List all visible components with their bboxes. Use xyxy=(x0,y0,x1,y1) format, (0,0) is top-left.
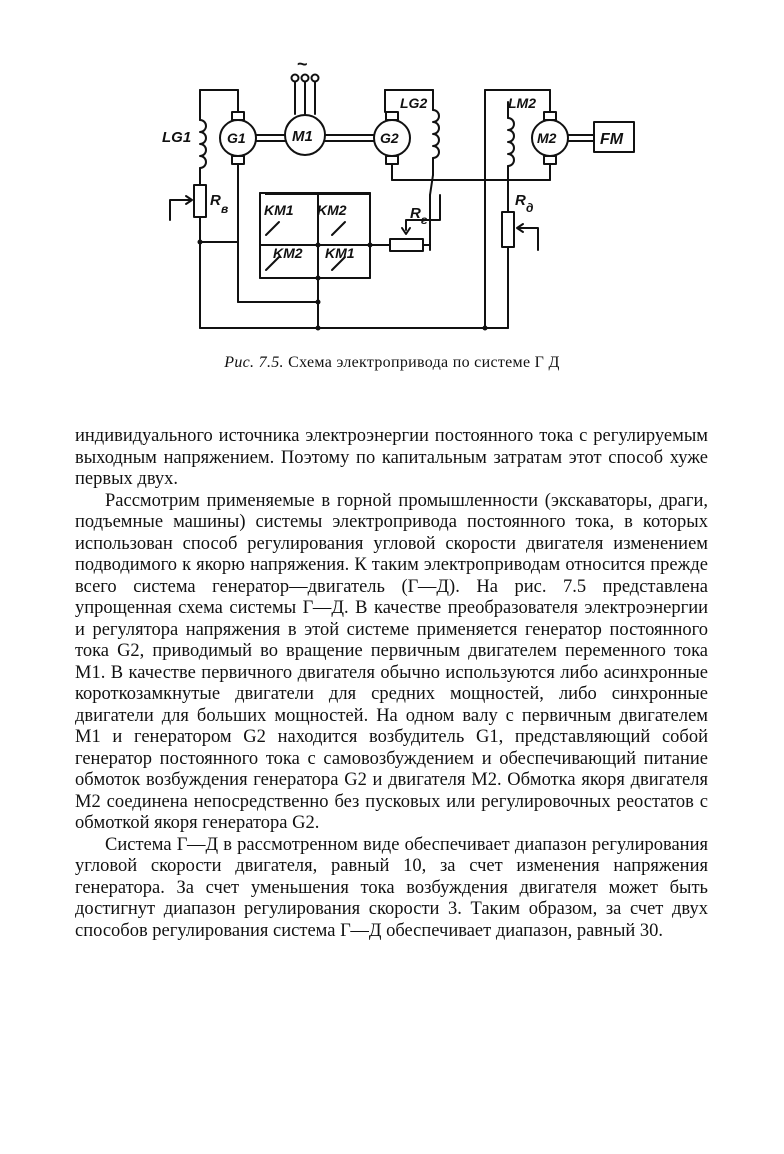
ac-terminal-3 xyxy=(312,75,319,82)
paragraph-1: индивидуального источника электроэнергии постоянного тока с регулируемым выходным напряжением. Поэтому по капитальным затратам этот способ хуже первых двух. xyxy=(75,426,708,489)
g1-label: G1 xyxy=(227,130,246,146)
rd-label: R xyxy=(515,192,526,209)
m2-brush-top xyxy=(544,112,556,120)
rv-label: R xyxy=(210,192,221,209)
caption-text: Схема электропривода по системе Г Д xyxy=(288,354,560,371)
g2-brush-bottom xyxy=(386,156,398,164)
lm2-label: LM2 xyxy=(508,95,536,111)
circuit-figure xyxy=(140,50,640,345)
rv-resistor xyxy=(194,185,206,217)
km2-bottom-label: KM2 xyxy=(273,245,303,261)
figure-caption xyxy=(0,354,784,372)
km2-top-contact xyxy=(332,222,345,235)
m2-brush-bottom xyxy=(544,156,556,164)
km1-top-label: KM1 xyxy=(264,202,294,218)
lg1-label: LG1 xyxy=(162,129,192,146)
circuit-diagram xyxy=(140,50,640,345)
rd-subscript: д xyxy=(526,201,534,215)
lg2-winding xyxy=(433,110,439,158)
m1-label: M1 xyxy=(292,128,313,145)
lg2-label: LG2 xyxy=(400,95,428,111)
g1-brush-bottom xyxy=(232,156,244,164)
body-text xyxy=(75,426,708,942)
paragraph-2: Рассмотрим применяемые в горной промышленности (экскаваторы, драги, подъемные машины) системы электропривода постоянного тока, в которых использован способ регулирования угловой скорости двигателя изменением подводимого к якорю напряжения. К таким электроприводам относится прежде всего система генератор—двигатель (Г—Д). На рис. 7.5 представлена упрощенная схема системы Г—Д. В качестве преобразователя электроэнергии и регулятора напряжения в этой системе применяется генератор постоянного тока G2, приводимый во вращение первичным двигателем переменного тока M1. В качестве первичного двигателя обычно используются либо асинхронные короткозамкнутые двигатели для средних мощностей, либо синхронные двигатели для больших мощностей. На одном валу с первичным двигателем M1 и генератором G2 находится возбудитель G1, представляющий собой генератор постоянного тока с самовозбуждением и обеспечивающий питание обмоток возбуждения генератора G2 и двигателя M2. Обмотка якоря двигателя M2 соединена непосредственно без пусковых или регулировочных реостатов с обмоткой якоря генератора G2. xyxy=(75,490,708,833)
km2-top-label: KM2 xyxy=(317,202,347,218)
g2-label: G2 xyxy=(380,130,399,146)
ac-terminal-2 xyxy=(302,75,309,82)
ac-symbol: ~ xyxy=(297,54,308,74)
ac-terminal-1 xyxy=(292,75,299,82)
rg-label: R xyxy=(410,205,421,222)
fm-label: FM xyxy=(600,131,624,148)
rg-subscript: г xyxy=(421,213,428,227)
km1-bottom-label: KM1 xyxy=(325,245,355,261)
g1-brush-top xyxy=(232,112,244,120)
rg-resistor xyxy=(390,239,423,251)
rd-resistor xyxy=(502,212,514,247)
km1-top-contact xyxy=(266,222,279,235)
lg1-winding xyxy=(200,120,206,168)
m2-label: M2 xyxy=(537,130,557,146)
lm2-winding xyxy=(508,118,514,166)
rv-subscript: в xyxy=(221,202,229,216)
g2-brush-top xyxy=(386,112,398,120)
caption-label: Рис. 7.5. xyxy=(224,354,284,371)
paragraph-3: Система Г—Д в рассмотренном виде обеспечивает диапазон регулирования угловой скорости двигателя, равный 10, за счет изменения напряжения генератора. За счет уменьшения тока возбуждения двигателя может быть достигнут диапазон регулирования скорости 3. Таким образом, за счет двух способов регулирования система Г—Д обеспечивает диапазон, равный 30. xyxy=(75,834,708,941)
